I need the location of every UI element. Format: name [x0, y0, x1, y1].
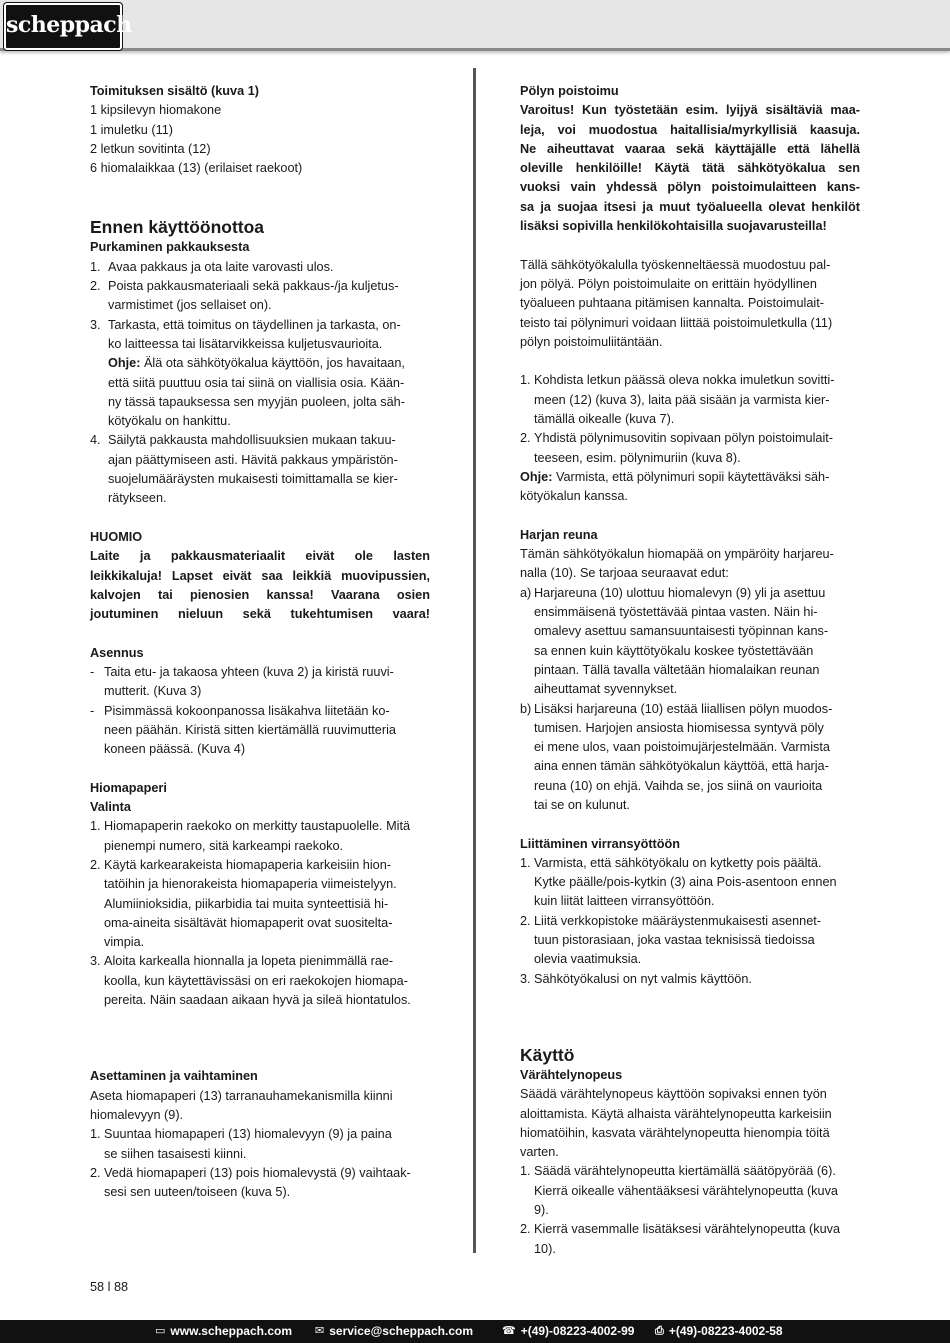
delivery-item: 1 imuletku (11) [90, 122, 173, 137]
power-heading: Liittäminen virransyöttöön [520, 836, 681, 851]
unpack-heading: Purkaminen pakkauksesta [90, 240, 250, 255]
list-item: 2. Yhdistä pölynimusovitin sopivaan pölyn poistoimulait- teeseen, esim. pölynimuriin (kuva 8). [520, 431, 834, 465]
list-item: 1. Suuntaa hiomapaperi (13) hiomalevyyn (9) ja paina se siihen tasaisesti kiinni. [90, 1127, 392, 1161]
monitor-icon: ▭ [155, 1325, 166, 1337]
list-item: 2. Liitä verkkopistoke määräystenmukaisesti asennet- tuun pistorasiaan, joka vastaa teknisissä tiedoissa olevia vaatimuksia. [520, 913, 822, 967]
dust-note: Ohje: Varmista, että pölynimuri sopii käytettäväksi säh- kötyökalun kanssa. [520, 469, 830, 504]
list-item: b) Lisäksi harjareuna (10) estää liiallisen pölyn muodos- tumisen. Harjojen ansiosta hiomisessa syntyvä pöly ei mene ulos, vaan poistoimujärjestelmään. Varmista aina ennen tämän sähkötyökalun käyttöä, että harja- reuna (10) on ehjä. Vaihda se, jos siinä on vaurioita tai se on kulunut. [520, 701, 833, 812]
list-item: - Taita etu- ja takaosa yhteen (kuva 2) ja kiristä ruuvi- mutterit. (Kuva 3) [90, 665, 394, 699]
list-item: a) Harjareuna (10) ulottuu hiomalevyn (9) yli ja asettuu ensimmäisenä työstettävää pintaa vasten. Näin hi- omalevy asettuu samansuuntaisesti työpinnan kans- sa ennen kuin käyttötyökalu koskee työstettävään pintaan. Tällä tavalla vältetään hiomalaikan reunan aiheuttamat syvennykset. [520, 585, 829, 697]
left-column [90, 82, 430, 1202]
page-header [0, 0, 950, 51]
list-item: 1. Säädä värähtelynopeutta kiertämällä säätöpyörää (6). Kierrä oikealle vähentääksesi värähtelynopeutta (kuva 9). [520, 1164, 838, 1218]
footer-phone[interactable]: ☎ +(49)-08223-4002-99 [502, 1320, 634, 1343]
mount-list [90, 1125, 430, 1202]
footer-fax[interactable]: ⎙ +(49)-08223-4002-58 [655, 1320, 783, 1343]
list-item: 3. Tarkasta, että toimitus on täydellinen ja tarkasta, on- ko laitteessa tai lisätarvikkeissa kuljetusvaurioita. Ohje: Älä ota sähkötyökalua käyttöön, jos havaitaan, että siitä puuttuu osia tai siinä on viallisia osia. Kään- ny tässä tapauksessa sen myyjän puoleen, jolta säh- kötyökalu on hankittu. [90, 317, 405, 429]
brush-list [520, 584, 860, 816]
warning-text: Laite ja pakkausmateriaalit eivät ole lasten leikkikaluja! Lapset eivät saa leikkiä muovipussien, kalvojen tai pienosien kanssa! Vaarana osien joutuminen nieluun sekä tukehtumisen vaara! [90, 549, 430, 622]
vibration-intro: Säädä värähtelynopeus käyttöön sopivaksi ennen työn aloittamista. Käytä alhaista värähtelynopeutta karkeisiin hiomatöihin, kasvata värähtelynopeutta hienompia töitä varten. [520, 1087, 832, 1160]
list-item: 1. Avaa pakkaus ja ota laite varovasti ulos. [90, 259, 334, 274]
usage-heading: Käyttö [520, 1044, 575, 1065]
list-item: 1. Kohdista letkun päässä oleva nokka imuletkun sovitti- meen (12) (kuva 3), laita pää sisään ja varmista kier- tämällä oikealle (kuva 7). [520, 373, 835, 427]
phone-icon: ☎ [502, 1325, 516, 1337]
vibration-heading: Värähtelynopeus [520, 1067, 623, 1082]
list-item: 3. Aloita karkealla hionnalla ja lopeta pienimmällä rae- koolla, kun käytettävissäsi on eri raekokojen hiomapa- pereita. Näin saadaan aikaan hyvä ja sileä hiontatulos. [90, 954, 411, 1008]
assembly-list [90, 663, 430, 759]
mount-heading: Asettaminen ja vaihtaminen [90, 1069, 258, 1084]
brush-intro: Tämän sähkötyökalun hiomapää on ympäröity harjareu- nalla (10). Se tarjoaa seuraavat edut: [520, 547, 834, 581]
column-divider [473, 68, 476, 1253]
footer-web[interactable]: ▭ www.scheppach.com [155, 1320, 292, 1343]
warning-heading: HUOMIO [90, 529, 143, 544]
list-item: 2. Kierrä vasemmalle lisätäksesi värähtelynopeutta (kuva 10). [520, 1222, 841, 1256]
delivery-item: 6 hiomalaikkaa (13) (erilaiset raekoot) [90, 161, 303, 176]
before-use-heading: Ennen käyttöönottoa [90, 217, 265, 238]
vibration-list [520, 1162, 860, 1258]
dust-warning: Varoitus! Kun työstetään esim. lyijyä sisältäviä maa- leja, voi muodostua haitallisia/myrkyllisiä kaasuja. Ne aiheuttavat vaaraa sekä käyttäjälle että lähellä oleville henkilöille! Käytä tätä sähkötyökalua sen vuoksi vain yhdessä pölyn poistoimulaitteen kans- sa ja suojaa itsesi ja muut työalueella olevat henkilöt lisäksi sopivilla henkilökohtaisilla suojavarusteilla! [520, 103, 860, 234]
list-item: - Pisimmässä kokoonpanossa lisäkahva liitetään ko- neen päähän. Kiristä sitten kiertämällä ruuvimutteria koneen päässä. (Kuva 4) [90, 703, 396, 757]
brush-heading: Harjan reuna [520, 527, 598, 542]
page-number: 58 l 88 [90, 1280, 129, 1294]
power-list [520, 854, 860, 989]
dust-heading: Pölyn poistoimu [520, 84, 619, 98]
note-label: Ohje: [108, 356, 141, 371]
footer-email[interactable]: ✉ service@scheppach.com [315, 1320, 473, 1343]
list-item: 2. Käytä karkearakeista hiomapaperia karkeisiin hion- tatöihin ja hienorakeista hiomapaperia viimeistelyyn. Alumiinioksidia, piikarbidia tai muita synteettisiä hi- oma-aineita sisältävät hiomapaperit ovat suositelta- vimpia. [90, 857, 397, 950]
assembly-heading: Asennus [90, 645, 144, 660]
list-item: 4. Säilytä pakkausta mahdollisuuksien mukaan takuu- ajan päättymiseen asti. Hävitä pakkaus ympäristön- suojelumääräysten mukaisesti toimittamalla se kier- rätykseen. [90, 433, 398, 506]
selection-list [90, 817, 430, 1010]
sandpaper-heading: Hiomapaperi [90, 780, 167, 795]
selection-heading: Valinta [90, 800, 131, 815]
list-item: 1. Hiomapaperin raekoko on merkitty taustapuolelle. Mitä pienempi numero, sitä karkeampi raekoko. [90, 819, 411, 853]
brand-logo: scheppach [4, 3, 122, 50]
dust-text: Tällä sähkötyökalulla työskenneltäessä muodostuu pal- jon pölyä. Pölyn poistoimulaite on erittäin hyödyllinen työalueen puhtaana pitämisen kannalta. Poistoimulait- teisto tai pölynimuri voidaan liittää poistoimuletkulla (11) pölyn poistoimuliitäntään. [520, 257, 833, 349]
delivery-list [90, 101, 430, 178]
list-item: 1. Varmista, että sähkötyökalu on kytketty pois päältä. Kytke päälle/pois-kytkin (3) aina Pois-asentoon ennen kuin liität laitteen virransyöttöön. [520, 855, 837, 909]
unpack-list [90, 258, 430, 509]
delivery-title: Toimituksen sisältö (kuva 1) [90, 84, 259, 98]
mail-icon: ✉ [315, 1325, 325, 1337]
list-item: 3. Sähkötyökalusi on nyt valmis käyttöön. [520, 971, 752, 986]
dust-list [520, 371, 860, 467]
mount-intro: Aseta hiomapaperi (13) tarranauhamekanismilla kiinni hiomalevyyn (9). [90, 1088, 393, 1122]
delivery-item: 2 letkun sovitinta (12) [90, 141, 211, 156]
fax-icon: ⎙ [655, 1325, 664, 1337]
delivery-item: 1 kipsilevyn hiomakone [90, 103, 222, 118]
list-item: 2. Vedä hiomapaperi (13) pois hiomalevystä (9) vaihtaak- sesi sen uuteen/toiseen (kuva 5). [90, 1165, 411, 1200]
list-item: 2. Poista pakkausmateriaali sekä pakkaus-/ja kuljetus- varmistimet (jos sellaiset on). [90, 279, 399, 313]
right-column [520, 82, 860, 1259]
page-footer [0, 1320, 950, 1343]
